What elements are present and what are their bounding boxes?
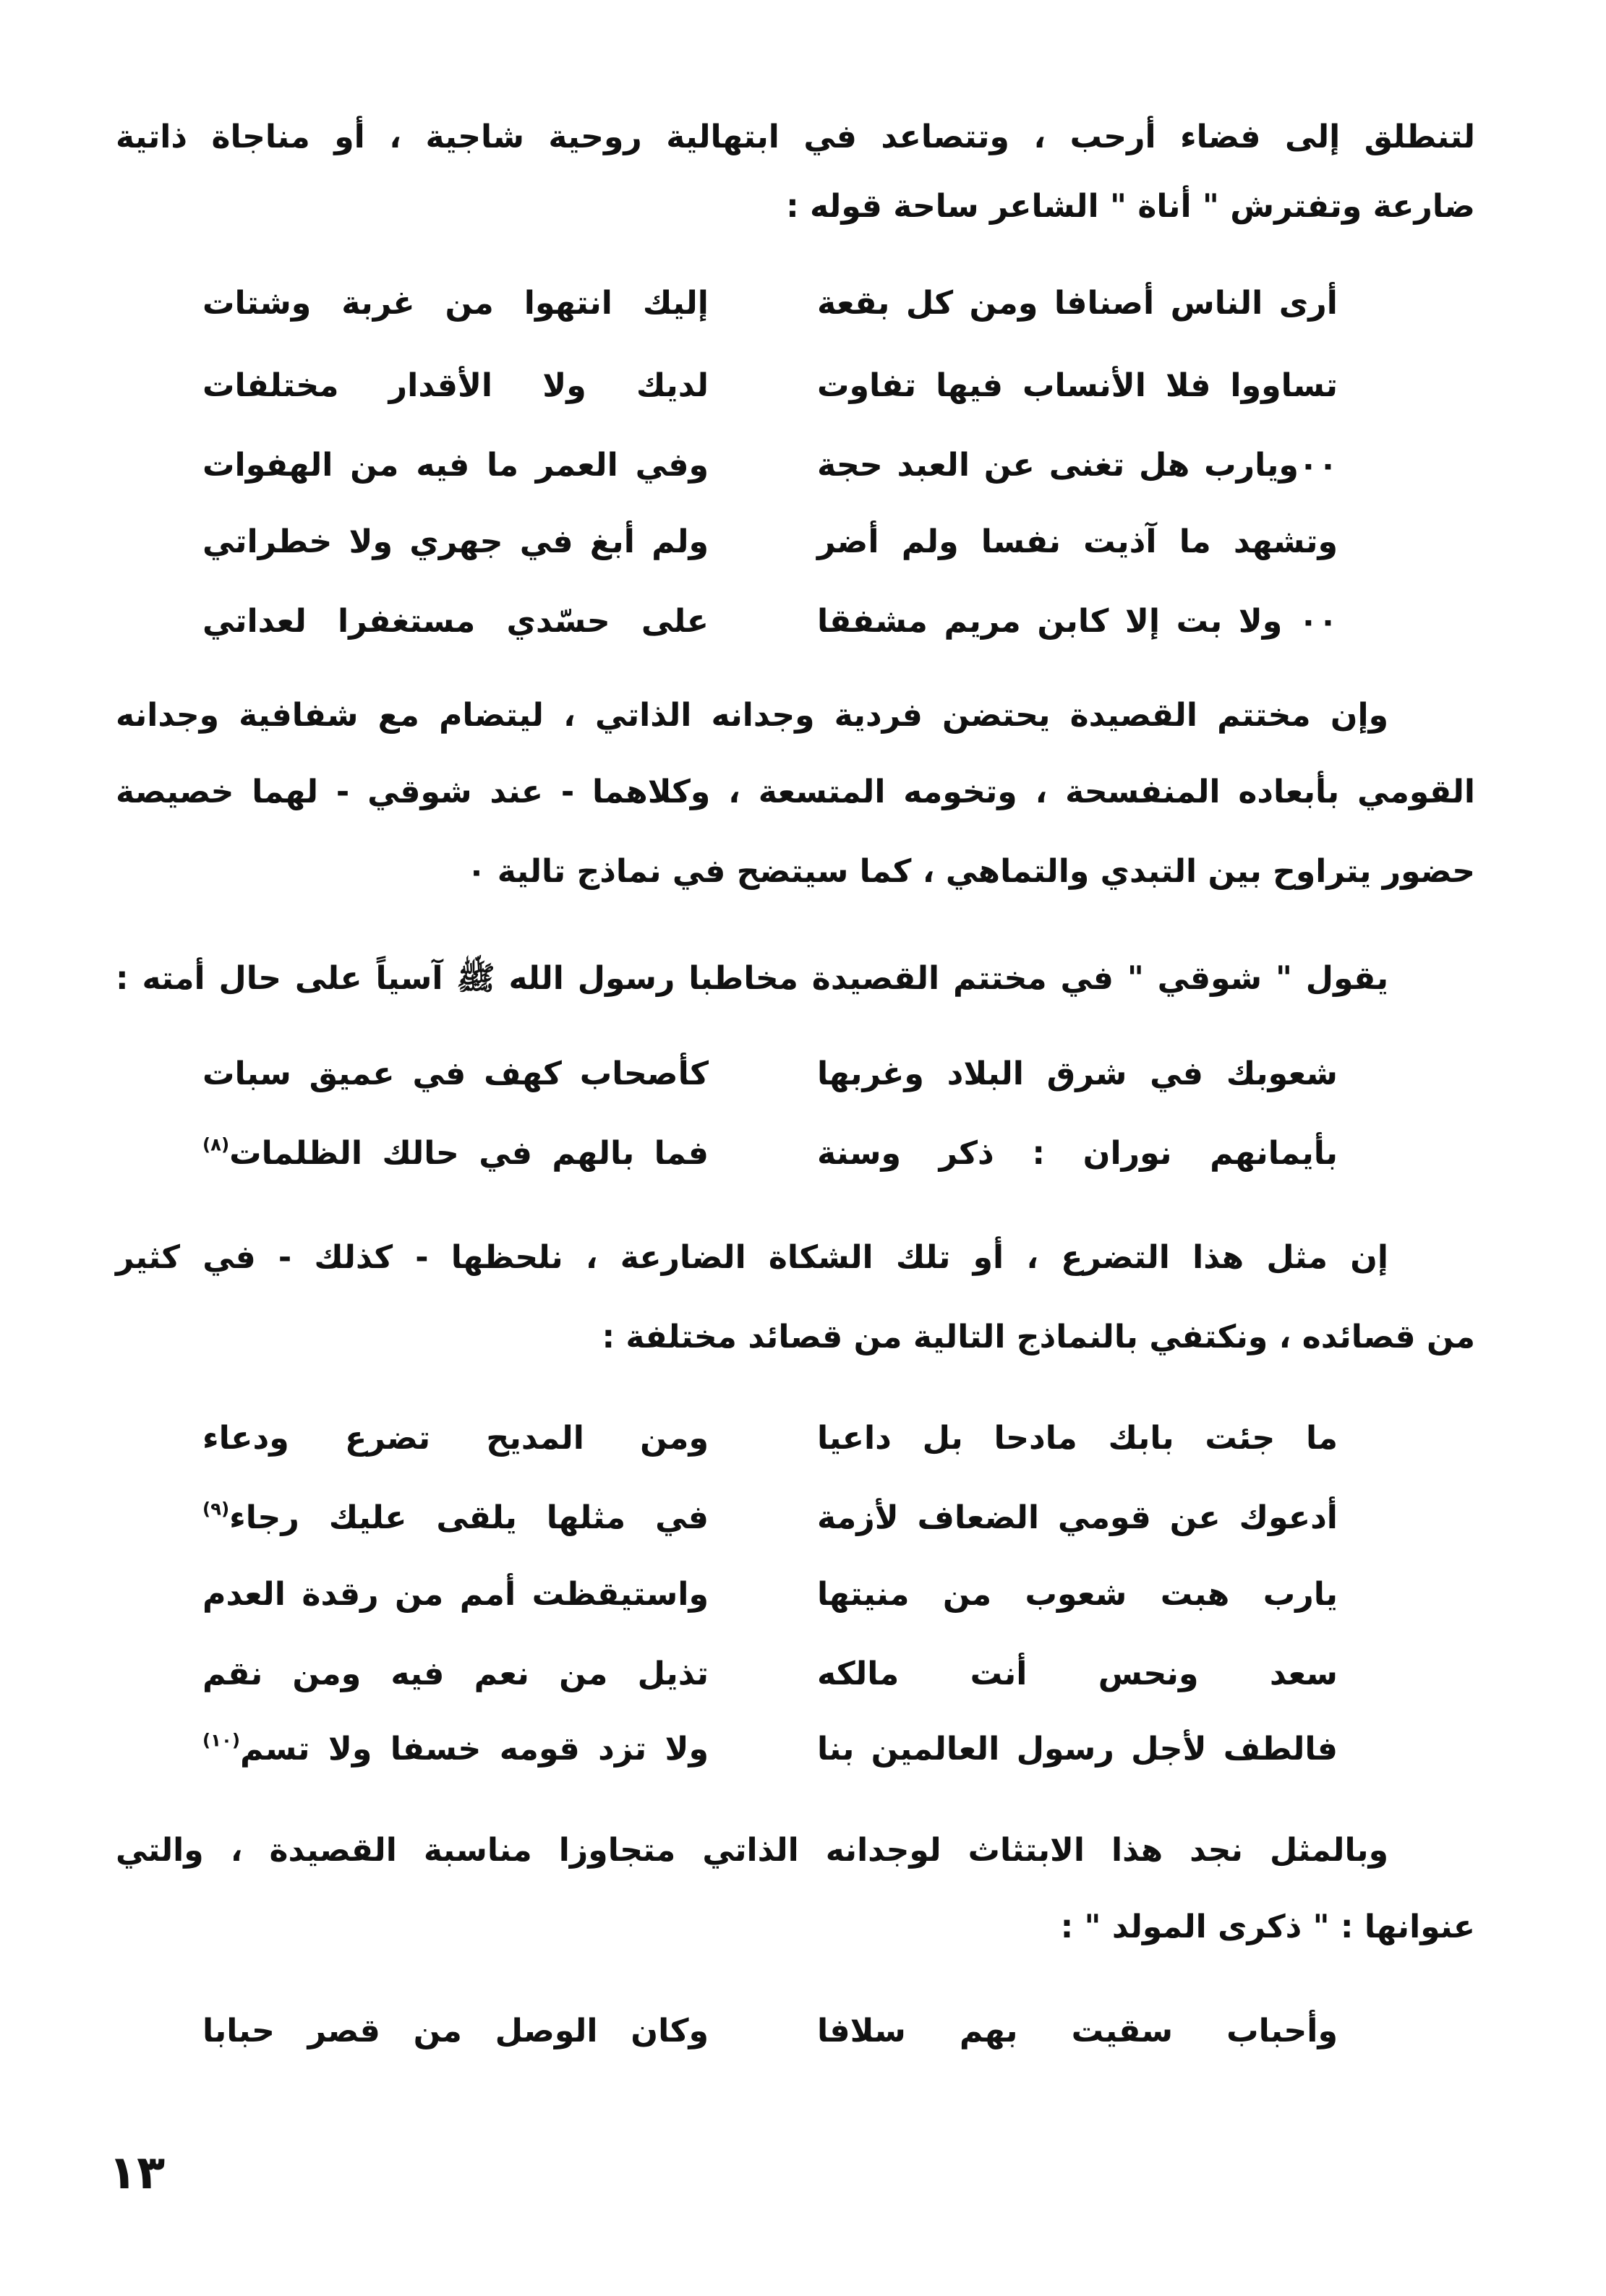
verse xyxy=(0,1638,1606,1710)
paragraph-line: ضارعة وتفترش " أناة " الشاعر ساحة قوله : xyxy=(786,188,1475,225)
verse xyxy=(0,586,1606,658)
verse xyxy=(0,506,1606,578)
verse-first-hemistich: ٠٠ويارب هل تغنى عن العبد حجة xyxy=(817,447,1338,484)
verse-second-hemistich: كأصحاب كهف في عميق سبات xyxy=(202,1055,709,1092)
verse xyxy=(0,1402,1606,1475)
paragraph-line: وإن مختتم القصيدة يحتضن فردية وجدانه الذاتي ، ليتضام مع شفافية وجدانه xyxy=(116,697,1388,734)
verse-first-hemistich: تساووا فلا الأنساب فيها تفاوت xyxy=(817,367,1338,404)
verse-second-hemistich xyxy=(202,1713,709,1786)
footnote-marker: (٩) xyxy=(202,1498,230,1520)
paragraph-line: وبالمثل نجد هذا الابتثاث لوجدانه الذاتي متجاوزا مناسبة القصيدة ، والتي xyxy=(116,1832,1388,1869)
paragraph-line: القومي بأبعاده المنفسحة ، وتخومه المتسعة ، وكلاهما - عند شوقي - لهما خصيصة xyxy=(116,774,1475,810)
verse-second-hemistich: على حسّدي مستغفرا لعداتي xyxy=(202,603,709,640)
verse-first-hemistich: شعوبك في شرق البلاد وغربها xyxy=(817,1055,1338,1092)
verse xyxy=(0,1118,1606,1190)
paragraph-line: حضور يتراوح بين التبدي والتماهي ، كما سيتضح في نماذج تالية ٠ xyxy=(466,853,1475,890)
paragraph-line: يقول " شوقي " في مختتم القصيدة مخاطبا رسول الله ﷺ آسياً على حال أمته : xyxy=(116,960,1388,997)
paragraph-line: إن مثل هذا التضرع ، أو تلك الشكاة الضارعة ، نلحظها - كذلك - في كثير xyxy=(116,1239,1388,1276)
verse xyxy=(0,1995,1606,2068)
verse-first-hemistich: يارب هبت شعوب من منيتها xyxy=(817,1576,1338,1613)
verse-first-hemistich: أرى الناس أصنافا ومن كل بقعة xyxy=(817,285,1338,322)
verse-first-hemistich: ما جئت بابك مادحا بل داعيا xyxy=(817,1420,1338,1457)
verse-second-hemistich: وفي العمر ما فيه من الهفوات xyxy=(202,447,709,484)
verse-first-hemistich: وأحباب سقيت بهم سلافا xyxy=(817,2013,1338,2049)
verse-second-hemistich: لديك ولا الأقدار مختلفات xyxy=(202,367,709,404)
paragraph-line: لتنطلق إلى فضاء أرحب ، وتتصاعد في ابتهالية روحية شاجية ، أو مناجاة ذاتية xyxy=(116,119,1475,155)
verse-first-hemistich: أدعوك عن قومي الضعاف لأزمة xyxy=(817,1499,1338,1536)
verse-second-hemistich: إليك انتهوا من غربة وشتات xyxy=(202,285,709,322)
verse-second-hemistich: واستيقظت أمم من رقدة العدم xyxy=(202,1576,709,1613)
verse-first-hemistich: سعد ونحس أنت مالكه xyxy=(817,1655,1338,1692)
hemistich-text: فما بالهم في حالك الظلمات xyxy=(229,1135,709,1172)
verse-second-hemistich: ولم أبغ في جهري ولا خطراتي xyxy=(202,523,709,560)
verse xyxy=(0,429,1606,502)
hemistich-text: في مثلها يلقى عليك رجاء xyxy=(229,1499,709,1536)
footnote-marker: (١٠) xyxy=(202,1729,241,1751)
verse xyxy=(0,1038,1606,1110)
verse-first-hemistich: وتشهد ما آذيت نفسا ولم أضر xyxy=(817,523,1338,560)
paragraph-line: من قصائده ، ونكتفي بالنماذج التالية من قصائد مختلفة : xyxy=(602,1319,1475,1355)
verse-first-hemistich: بأيمانهم نوران : ذكر وسنة xyxy=(817,1135,1338,1172)
hemistich-text: ولا تزد قومه خسفا ولا تسم xyxy=(240,1731,709,1768)
verse xyxy=(0,1559,1606,1631)
verse-second-hemistich xyxy=(202,1482,709,1554)
verse xyxy=(0,350,1606,422)
verse xyxy=(0,1482,1606,1554)
footnote-marker: (٨) xyxy=(202,1134,230,1155)
verse-first-hemistich: ٠٠ ولا بت إلا كابن مريم مشفقا xyxy=(817,603,1338,640)
verse-first-hemistich: فالطف لأجل رسول العالمين بنا xyxy=(817,1731,1338,1768)
paragraph-line: عنوانها : " ذكرى المولد " : xyxy=(1060,1909,1475,1945)
verse-second-hemistich: وكان الوصل من قصر حبابا xyxy=(202,2013,709,2049)
verse-second-hemistich xyxy=(202,1118,709,1190)
verse-second-hemistich: ومن المديح تضرع ودعاء xyxy=(202,1420,709,1457)
verse xyxy=(0,1713,1606,1786)
page-number: ١٣ xyxy=(108,2146,166,2200)
verse-second-hemistich: تذيل من نعم فيه ومن نقم xyxy=(202,1655,709,1692)
verse xyxy=(0,267,1606,340)
